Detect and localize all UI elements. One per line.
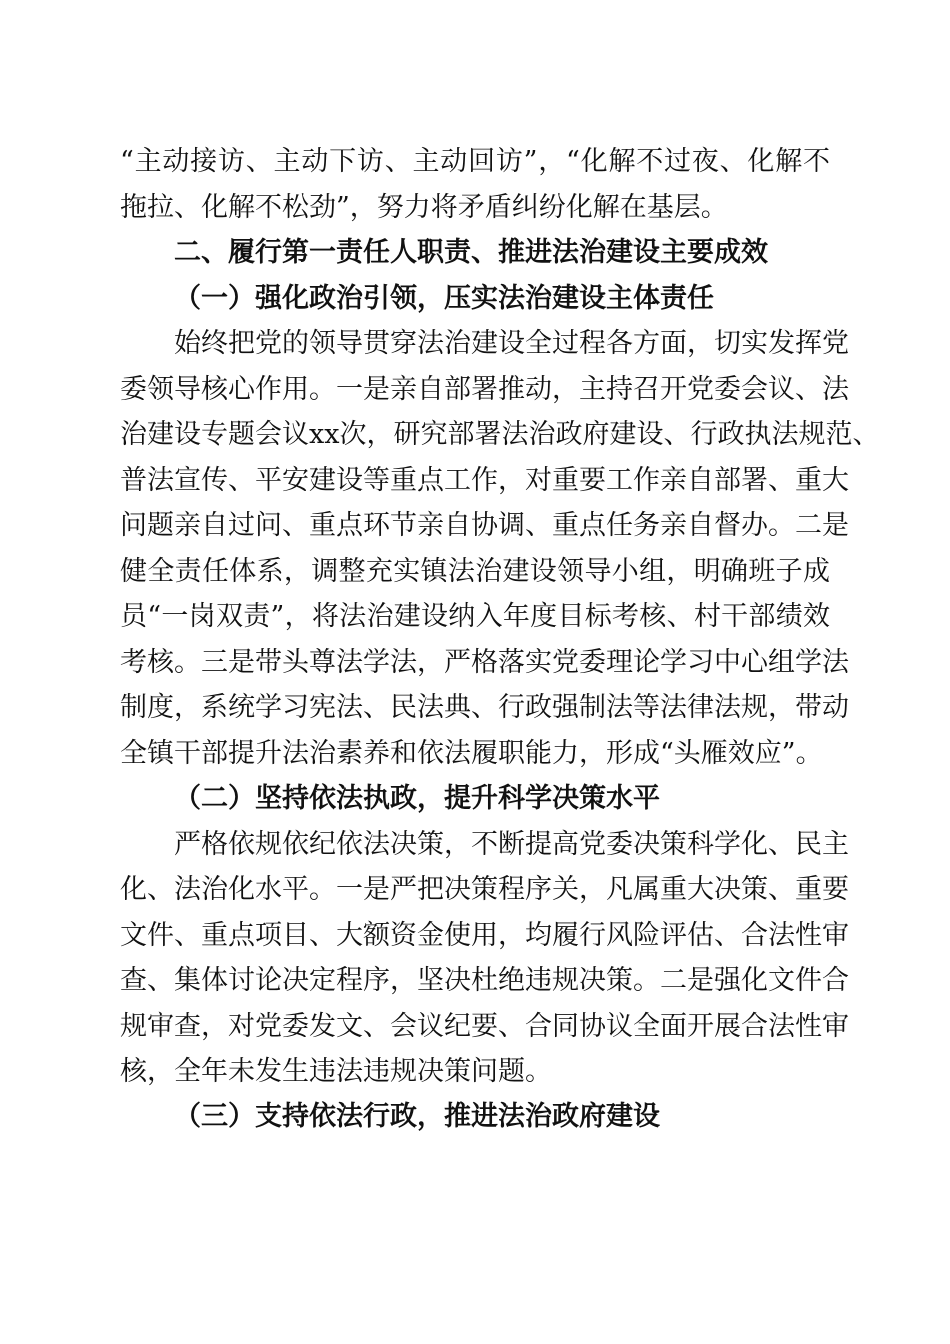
subsection-heading: （一）强化政治引领，压实法治建设主体责任 [174, 283, 714, 314]
paragraph-line: 全镇干部提升法治素养和依法履职能力，形成“头雁效应”。 [120, 738, 823, 769]
subsection-heading: （三）支持依法行政，推进法治政府建设 [174, 1101, 660, 1132]
paragraph-line: 问题亲自过问、重点环节亲自协调、重点任务亲自督办。二是 [120, 510, 849, 541]
paragraph-line: 严格依规依纪依法决策，不断提高党委决策科学化、民主 [174, 829, 849, 860]
paragraph-line: 拖拉、化解不松劲”，努力将矛盾纠纷化解在基层。 [120, 192, 728, 223]
paragraph-line: 健全责任体系，调整充实镇法治建设领导小组，明确班子成 [120, 556, 830, 587]
paragraph-line: 规审查，对党委发文、会议纪要、合同协议全面开展合法性审 [120, 1011, 849, 1042]
paragraph-line: 委领导核心作用。一是亲自部署推动，主持召开党委会议、法 [120, 374, 849, 405]
paragraph-line: 普法宣传、平安建设等重点工作，对重要工作亲自部署、重大 [120, 465, 849, 496]
subsection-heading: （二）坚持依法执政，提升科学决策水平 [174, 783, 660, 814]
paragraph-line: 文件、重点项目、大额资金使用，均履行风险评估、合法性审 [120, 920, 849, 951]
paragraph-line: 员“一岗双责”，将法治建设纳入年度目标考核、村干部绩效 [120, 601, 830, 632]
section-heading: 二、履行第一责任人职责、推进法治建设主要成效 [174, 237, 768, 268]
paragraph-line: 制度，系统学习宪法、民法典、行政强制法等法律法规，带动 [120, 692, 849, 723]
paragraph-line: “主动接访、主动下访、主动回访”，“化解不过夜、化解不 [120, 146, 830, 177]
paragraph-line: 考核。三是带头尊法学法，严格落实党委理论学习中心组学法 [120, 647, 849, 678]
paragraph-line: 始终把党的领导贯穿法治建设全过程各方面，切实发挥党 [174, 328, 849, 359]
paragraph-line: 查、集体讨论决定程序，坚决杜绝违规决策。二是强化文件合 [120, 965, 849, 996]
paragraph-line: 化、法治化水平。一是严把决策程序关，凡属重大决策、重要 [120, 874, 849, 905]
paragraph-line: 治建设专题会议xx次，研究部署法治政府建设、行政执法规范、 [120, 419, 880, 450]
paragraph-line: 核，全年未发生违法违规决策问题。 [120, 1056, 552, 1087]
